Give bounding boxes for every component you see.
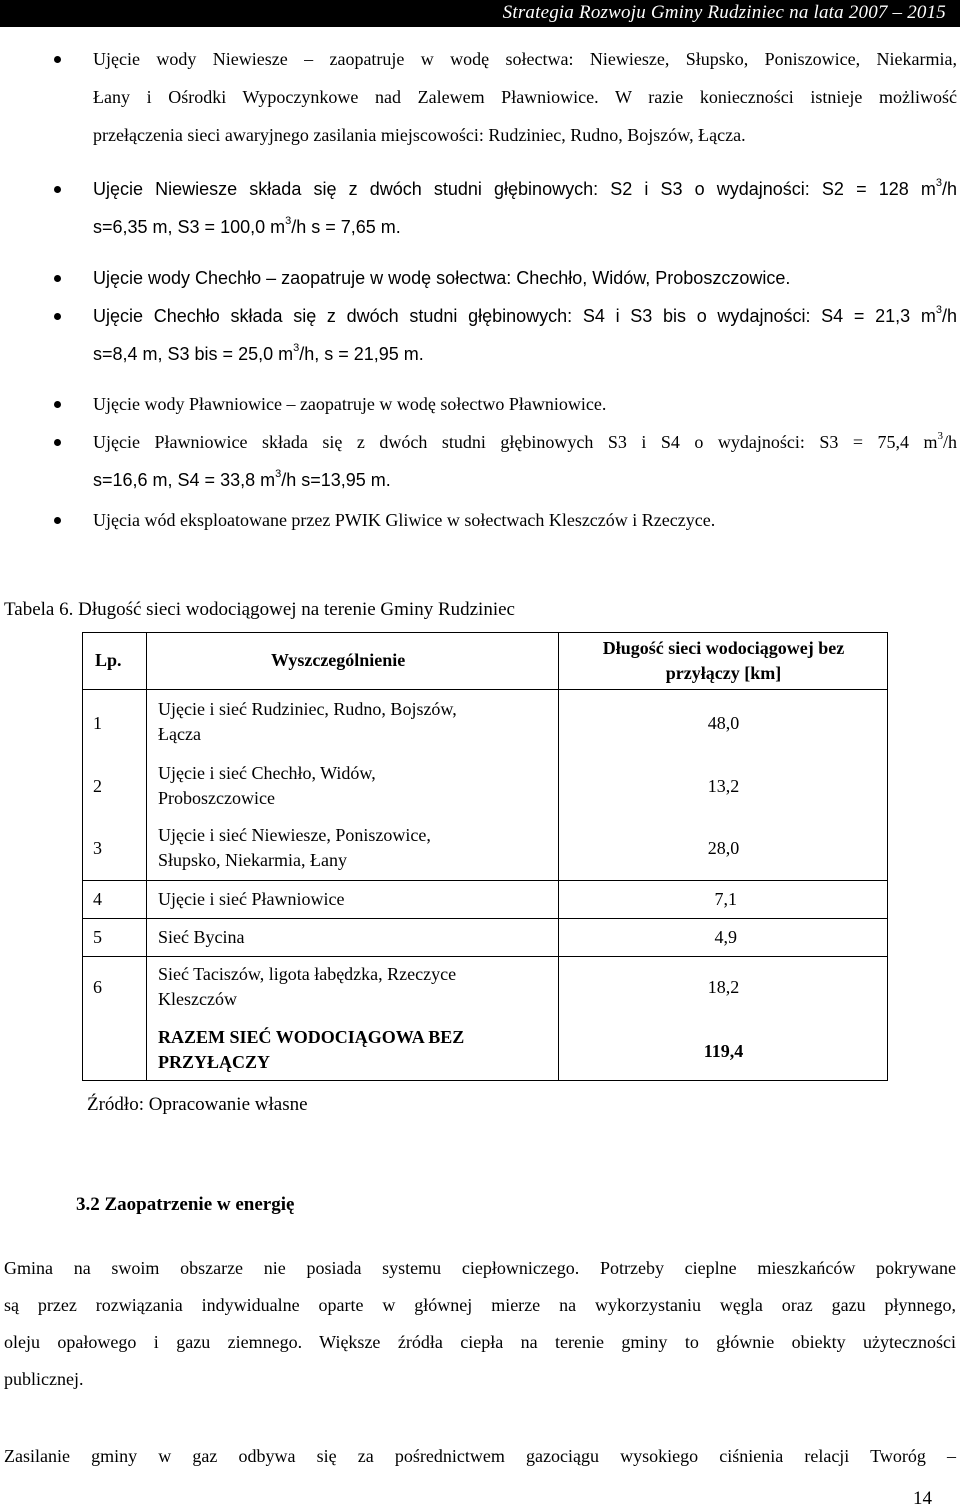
bullet-item: [93, 423, 957, 499]
bullet-line: s=16,6 m, S4 = 33,8 $m^3/h$ s=13,95 m.: [93, 468, 391, 490]
table-row-item: Ujęcie i sieć Pławniowice: [158, 889, 345, 909]
bullet-line: Ujęcie wody Niewiesze – zaopatruje w wodę sołectwa: Niewiesze, Słupsko, Poniszowice, Niekarmia,: [93, 49, 957, 69]
table-row-item: Ujęcie i sieć Rudziniec, Rudno, Bojszów, Łącza: [158, 699, 457, 744]
bullet-line: Łany i Ośrodki Wypoczynkowe nad Zalewem Pławniowice. W razie konieczności istnieje możliwość: [93, 87, 957, 107]
table-row-value: 28,0: [707, 838, 740, 858]
bullet-icon: [54, 401, 61, 408]
header-length: Długość sieci wodociągowej bez przyłączy [km]: [602, 638, 845, 683]
water-network-table: Lp. Wyszczególnienie Długość sieci wodociągowej bez przyłączy [km] 1 Ujęcie i sieć Rudziniec, Rudno, Bojszów, Łącza 48,0 2 Ujęcie i sieć Chechło, Widów, Proboszczowice 13,2 3 Ujęcie i sieć Niewiesze, Poniszowice, Słupsko, Niekarmia, Łany 28,0 4 Ujęcie i sieć Pławniowice 7,1 5 Sieć Bycina 4,9 6 Sieć Taciszów, ligota łabędzka, Rzeczyce Kleszczów 18,2 RAZEM SIEĆ WODOCIĄGOWA BEZ PRZYŁĄCZY 119,4: [82, 632, 888, 1081]
table-total-label: RAZEM SIEĆ WODOCIĄGOWA BEZ PRZYŁĄCZY: [158, 1027, 465, 1072]
bullet-icon: [54, 313, 61, 320]
row-divider: [83, 880, 887, 881]
bullet-item: [93, 501, 957, 539]
bullet-item: [93, 40, 957, 154]
table-row-item: Sieć Taciszów, ligota łabędzka, Rzeczyce Kleszczów: [158, 964, 457, 1009]
bullet-line: Ujęcie Pławniowice składa się z dwóch studni głębinowych S3 i S4 o wydajności: S3 = 75,4 $m^3/h$: [93, 430, 957, 452]
bullet-item: [93, 170, 957, 246]
page-number: 14: [913, 1488, 932, 1509]
bullet-line: Ujęcie Chechło składa się z dwóch studni głębinowych: S4 i S3 bis o wydajności: S4 = 21,3 $m^3/h$: [93, 304, 957, 326]
table-row-lp: 1: [93, 713, 102, 733]
bullet-line: Ujęcie wody Chechło – zaopatruje w wodę sołectwa: Chechło, Widów, Proboszczowice.: [93, 268, 791, 288]
table-row-value: 13,2: [707, 776, 740, 796]
table-row-value: 48,0: [707, 713, 740, 733]
bullet-icon: [54, 439, 61, 446]
table-row-lp: 6: [93, 977, 102, 997]
row-divider: [83, 689, 887, 690]
header-lp: Lp.: [95, 650, 122, 670]
row-divider: [83, 918, 887, 919]
bullet-line: Ujęcie Niewiesze składa się z dwóch studni głębinowych: S2 i S3 o wydajności: S2 = 128 $m^3/h$: [93, 177, 957, 199]
table-row-lp: 3: [93, 838, 102, 858]
table-row-item: Sieć Bycina: [158, 927, 245, 947]
bullet-line: Ujęcie wody Pławniowice – zaopatruje w wodę sołectwo Pławniowice.: [93, 394, 607, 414]
bullet-icon: [54, 517, 61, 524]
bullet-item: [93, 297, 957, 373]
column-divider: [146, 633, 147, 1080]
table-row-lp: 2: [93, 776, 102, 796]
paragraph: Zasilanie gminy w gaz odbywa się za pośrednictwem gazociągu wysokiego ciśnienia relacji Tworóg –: [4, 1446, 956, 1466]
bullet-icon: [54, 56, 61, 63]
table-row-lp: 4: [93, 889, 102, 909]
document-title: Strategia Rozwoju Gminy Rudziniec na lata 2007 – 2015: [502, 2, 946, 23]
bullet-line: Ujęcia wód eksploatowane przez PWIK Gliwice w sołectwach Kleszczów i Rzeczyce.: [93, 510, 716, 530]
table-row-value: 18,2: [707, 977, 740, 997]
bullet-item: [93, 259, 957, 297]
header-item: Wyszczególnienie: [271, 650, 406, 670]
bullet-line: s=6,35 m, S3 = 100,0 $m^3/h$ s = 7,65 m.: [93, 215, 401, 237]
page-header: [0, 0, 960, 27]
bullet-line: przełączenia sieci awaryjnego zasilania miejscowości: Rudziniec, Rudno, Bojszów, Łącza.: [93, 125, 746, 145]
paragraph: Gmina na swoim obszarze nie posiada systemu ciepłowniczego. Potrzeby cieplne mieszkańców pokrywane są przez rozwiązania indywidualne oparte w głównej mierze na wykorzystaniu węgla oraz gazu płynnego, oleju opałowego i gazu ziemnego. Większe źródła ciepła na terenie gminy to głównie obiekty użyteczności publicznej.: [4, 1258, 956, 1389]
table-row-lp: 5: [93, 927, 102, 947]
bullet-icon: [54, 186, 61, 193]
bullet-icon: [54, 275, 61, 282]
table-caption: Tabela 6. Długość sieci wodociągowej na terenie Gminy Rudziniec: [4, 599, 515, 620]
row-divider: [83, 956, 887, 957]
table-row-item: Ujęcie i sieć Chechło, Widów, Proboszczowice: [158, 763, 376, 808]
table-row-item: Ujęcie i sieć Niewiesze, Poniszowice, Słupsko, Niekarmia, Łany: [158, 825, 431, 870]
table-source: Źródło: Opracowanie własne: [87, 1094, 308, 1115]
bullet-line: s=8,4 m, S3 bis = 25,0 $m^3/h$, s = 21,95 m.: [93, 342, 424, 364]
table-total-value: 119,4: [703, 1041, 744, 1061]
section-heading: 3.2 Zaopatrzenie w energię: [76, 1194, 295, 1215]
bullet-item: [93, 385, 957, 423]
